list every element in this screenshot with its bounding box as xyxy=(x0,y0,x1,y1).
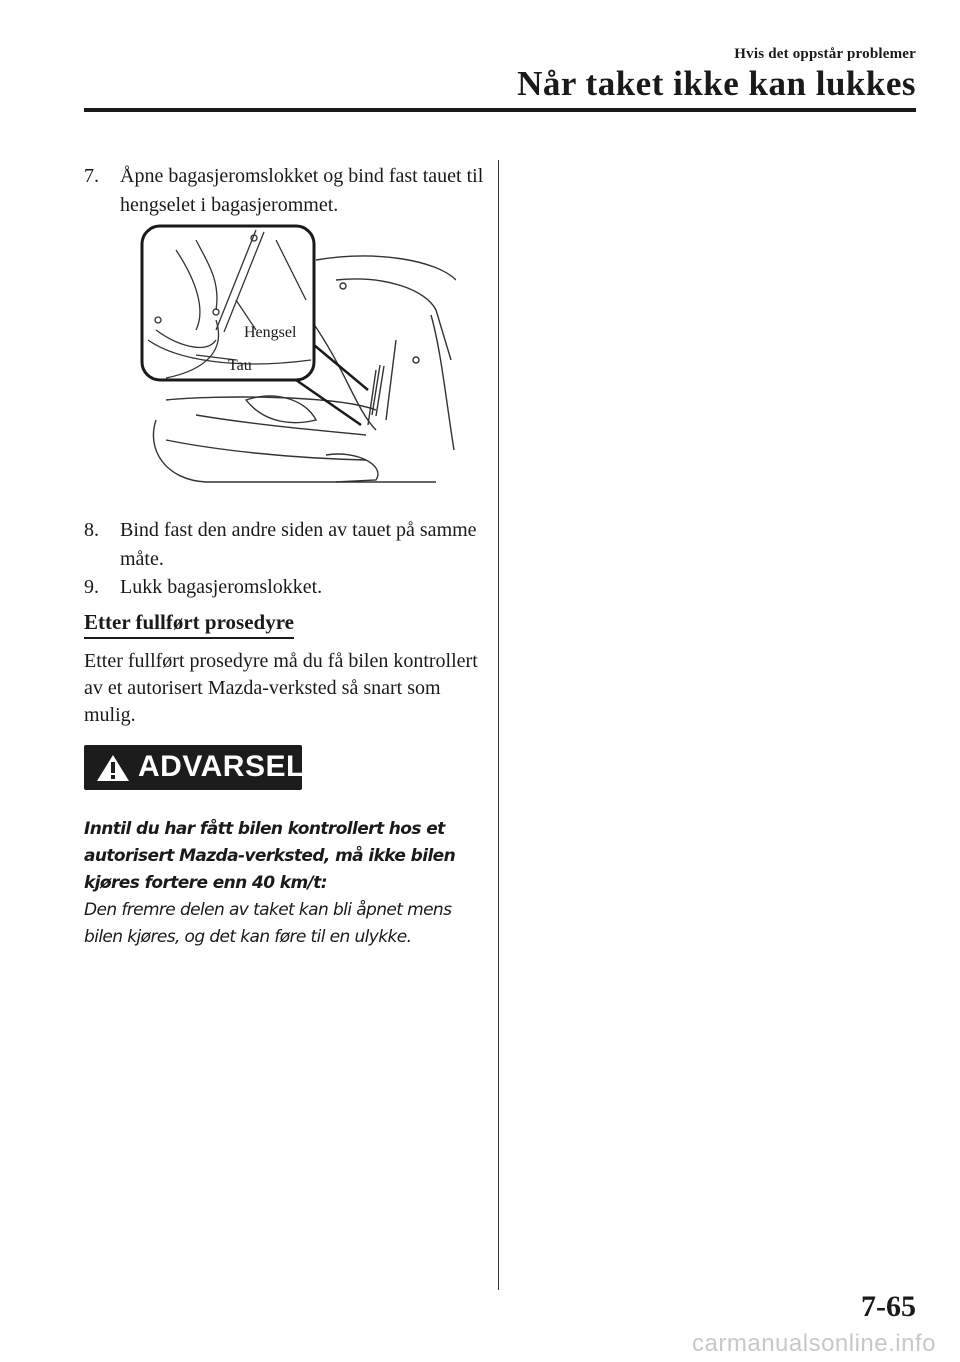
warning-bold-text: Inntil du har fått bilen kontrollert hos et autorisert Mazda-verksted, må ikke bilen kjøres fortere enn 40 km/t: xyxy=(84,819,456,893)
footer-watermark: carmanualsonline.info xyxy=(692,1330,936,1357)
page-number: 7-65 xyxy=(861,1290,916,1323)
rope-label: Tau xyxy=(228,357,252,374)
trunk-hinge-illustration xyxy=(136,220,456,490)
step-7 xyxy=(84,162,484,220)
chapter-title: Hvis det oppstår problemer xyxy=(734,46,916,62)
warning-badge xyxy=(84,745,305,790)
step-number: 9. xyxy=(84,576,99,598)
warning-text xyxy=(84,816,479,951)
hinge-label: Hengsel xyxy=(244,324,297,341)
warning-icon xyxy=(96,754,130,782)
step-8 xyxy=(84,516,484,574)
header-rule xyxy=(84,108,916,112)
step-text: Bind fast den andre siden av tauet på samme måte. xyxy=(120,519,477,570)
column-divider xyxy=(498,160,499,1290)
step-9 xyxy=(84,573,484,602)
step-number: 7. xyxy=(84,165,99,187)
step-text: Lukk bagasjeromslokket. xyxy=(120,576,323,598)
step-text: Åpne bagasjeromslokket og bind fast tauet til hengselet i bagasjerommet. xyxy=(120,165,484,216)
warning-body-text: Den fremre delen av taket kan bli åpnet mens bilen kjøres, og det kan føre til en ulykke. xyxy=(84,900,452,947)
warning-badge-label: ADVARSEL xyxy=(138,750,305,783)
step-number: 8. xyxy=(84,519,99,541)
section-heading: Etter fullført prosedyre xyxy=(84,610,294,639)
section-paragraph: Etter fullført prosedyre må du få bilen kontrollert av et autorisert Mazda-verksted så snart som mulig. xyxy=(84,650,478,726)
page-title: Når taket ikke kan lukkes xyxy=(517,64,916,103)
